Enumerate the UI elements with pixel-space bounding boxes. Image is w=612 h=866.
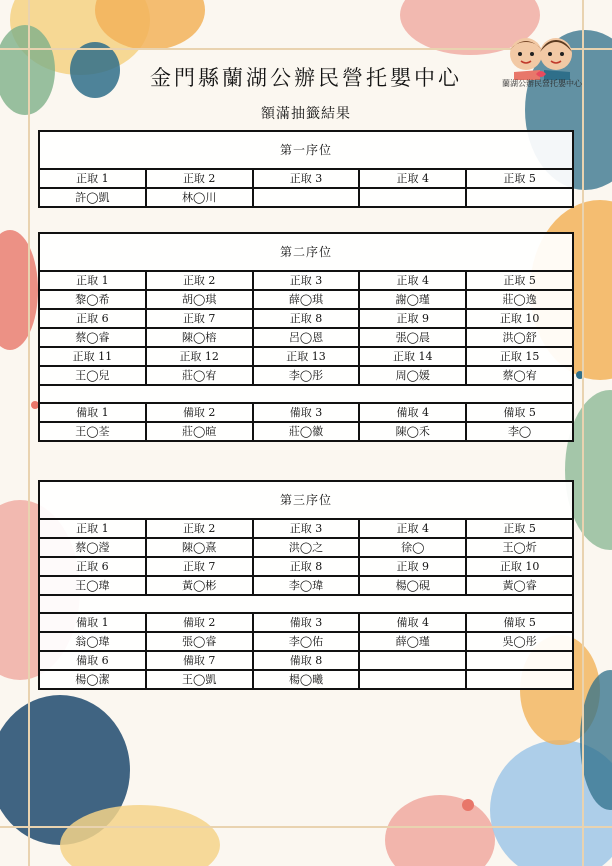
table-cell: 李◯瑋 bbox=[253, 576, 360, 595]
table-cell: 正取 15 bbox=[466, 347, 573, 366]
table-row bbox=[39, 403, 573, 422]
table-cell bbox=[466, 670, 573, 689]
table-cell bbox=[359, 188, 466, 207]
table-cell: 正取 7 bbox=[146, 557, 253, 576]
results-table-priority-2 bbox=[38, 232, 574, 442]
table-cell: 正取 11 bbox=[39, 347, 146, 366]
table-cell: 備取 1 bbox=[39, 403, 146, 422]
table-cell: 備取 3 bbox=[253, 403, 360, 422]
table-title: 第三序位 bbox=[39, 481, 573, 519]
table-spacer-row bbox=[39, 595, 573, 613]
frame-line-bottom bbox=[0, 826, 612, 828]
frame-line-right bbox=[582, 0, 584, 866]
table-cell: 正取 9 bbox=[359, 309, 466, 328]
table-cell: 楊◯硯 bbox=[359, 576, 466, 595]
table-cell: 蔡◯睿 bbox=[39, 328, 146, 347]
table-row bbox=[39, 309, 573, 328]
table-cell: 正取 2 bbox=[146, 169, 253, 188]
logo-caption: 蘭湖公辦民營托嬰中心 bbox=[502, 79, 582, 88]
table-cell: 正取 3 bbox=[253, 519, 360, 538]
table-cell: 正取 4 bbox=[359, 519, 466, 538]
table-cell: 徐◯ bbox=[359, 538, 466, 557]
table-cell: 正取 3 bbox=[253, 271, 360, 290]
table-cell: 王◯瑋 bbox=[39, 576, 146, 595]
table-cell: 正取 3 bbox=[253, 169, 360, 188]
table-cell bbox=[466, 188, 573, 207]
table-cell: 張◯睿 bbox=[146, 632, 253, 651]
table-cell: 正取 1 bbox=[39, 271, 146, 290]
table-cell: 備取 6 bbox=[39, 651, 146, 670]
table-cell: 正取 8 bbox=[253, 309, 360, 328]
table-cell: 備取 5 bbox=[466, 613, 573, 632]
table-row bbox=[39, 271, 573, 290]
table-row bbox=[39, 366, 573, 385]
results-table-priority-3 bbox=[38, 480, 574, 690]
petal-bottom-pink bbox=[385, 795, 495, 866]
table-cell: 李◯佑 bbox=[253, 632, 360, 651]
results-table-priority-1 bbox=[38, 130, 574, 208]
table-cell: 備取 7 bbox=[146, 651, 253, 670]
table-cell: 正取 2 bbox=[146, 519, 253, 538]
table-cell: 黃◯睿 bbox=[466, 576, 573, 595]
table-cell: 正取 7 bbox=[146, 309, 253, 328]
table-cell: 李◯彤 bbox=[253, 366, 360, 385]
table-cell: 洪◯舒 bbox=[466, 328, 573, 347]
table-cell: 楊◯曦 bbox=[253, 670, 360, 689]
table-row bbox=[39, 670, 573, 689]
table-cell: 正取 10 bbox=[466, 557, 573, 576]
table-cell: 莊◯宥 bbox=[146, 366, 253, 385]
table-cell: 吳◯彤 bbox=[466, 632, 573, 651]
table-cell: 正取 4 bbox=[359, 169, 466, 188]
table-title: 第一序位 bbox=[39, 131, 573, 169]
table-cell: 薛◯瑾 bbox=[359, 632, 466, 651]
table-cell: 備取 4 bbox=[359, 403, 466, 422]
table-row bbox=[39, 328, 573, 347]
table-cell: 正取 1 bbox=[39, 169, 146, 188]
table-header-row bbox=[39, 131, 573, 169]
table-row bbox=[39, 422, 573, 441]
table-cell: 備取 4 bbox=[359, 613, 466, 632]
table-cell: 正取 10 bbox=[466, 309, 573, 328]
table-cell: 備取 8 bbox=[253, 651, 360, 670]
table-spacer-row bbox=[39, 385, 573, 403]
table-cell: 正取 5 bbox=[466, 271, 573, 290]
table-header-row bbox=[39, 481, 573, 519]
table-row bbox=[39, 557, 573, 576]
table-cell: 正取 2 bbox=[146, 271, 253, 290]
table-cell: 正取 13 bbox=[253, 347, 360, 366]
table-cell: 黃◯彬 bbox=[146, 576, 253, 595]
table-cell: 備取 5 bbox=[466, 403, 573, 422]
table-cell: 呂◯恩 bbox=[253, 328, 360, 347]
table-row bbox=[39, 169, 573, 188]
table-cell: 備取 3 bbox=[253, 613, 360, 632]
table-cell: 陳◯榕 bbox=[146, 328, 253, 347]
table-cell: 正取 5 bbox=[466, 169, 573, 188]
table-cell: 正取 1 bbox=[39, 519, 146, 538]
table-cell: 薛◯琪 bbox=[253, 290, 360, 309]
table-cell: 正取 9 bbox=[359, 557, 466, 576]
table-cell: 張◯晨 bbox=[359, 328, 466, 347]
table-cell: 正取 4 bbox=[359, 271, 466, 290]
table-cell: 王◯荃 bbox=[39, 422, 146, 441]
table-cell: 陳◯熹 bbox=[146, 538, 253, 557]
table-row bbox=[39, 538, 573, 557]
table-cell: 翁◯瑋 bbox=[39, 632, 146, 651]
table-cell: 備取 1 bbox=[39, 613, 146, 632]
spacer-cell bbox=[39, 595, 573, 613]
table-cell: 許◯凱 bbox=[39, 188, 146, 207]
petal-left-coral bbox=[0, 230, 38, 350]
table-cell: 周◯媛 bbox=[359, 366, 466, 385]
table-cell bbox=[253, 188, 360, 207]
table-row bbox=[39, 519, 573, 538]
table-cell: 黎◯希 bbox=[39, 290, 146, 309]
dot-coral bbox=[462, 799, 474, 811]
table-cell: 正取 12 bbox=[146, 347, 253, 366]
table-row bbox=[39, 188, 573, 207]
table-cell: 謝◯瑾 bbox=[359, 290, 466, 309]
table-cell: 蔡◯瀅 bbox=[39, 538, 146, 557]
table-row bbox=[39, 290, 573, 309]
table-row bbox=[39, 613, 573, 632]
table-cell: 正取 6 bbox=[39, 557, 146, 576]
table-title: 第二序位 bbox=[39, 233, 573, 271]
table-cell: 胡◯琪 bbox=[146, 290, 253, 309]
table-cell bbox=[359, 670, 466, 689]
table-cell: 正取 5 bbox=[466, 519, 573, 538]
table-cell: 楊◯潔 bbox=[39, 670, 146, 689]
table-cell: 林◯川 bbox=[146, 188, 253, 207]
page-title: 金門縣蘭湖公辦民營托嬰中心 bbox=[150, 66, 462, 90]
page-subtitle: 額滿抽籤結果 bbox=[261, 106, 351, 122]
table-cell: 正取 8 bbox=[253, 557, 360, 576]
table-row bbox=[39, 651, 573, 670]
spacer-cell bbox=[39, 385, 573, 403]
table-cell: 王◯兒 bbox=[39, 366, 146, 385]
table-cell: 備取 2 bbox=[146, 613, 253, 632]
table-cell: 備取 2 bbox=[146, 403, 253, 422]
table-cell: 正取 6 bbox=[39, 309, 146, 328]
table-row bbox=[39, 576, 573, 595]
table-cell: 莊◯徽 bbox=[253, 422, 360, 441]
table-cell: 正取 14 bbox=[359, 347, 466, 366]
table-cell: 莊◯暄 bbox=[146, 422, 253, 441]
table-row bbox=[39, 632, 573, 651]
table-cell bbox=[359, 651, 466, 670]
table-header-row bbox=[39, 233, 573, 271]
table-cell: 陳◯禾 bbox=[359, 422, 466, 441]
table-cell: 莊◯逸 bbox=[466, 290, 573, 309]
table-cell: 李◯ bbox=[466, 422, 573, 441]
table-cell bbox=[466, 651, 573, 670]
table-cell: 王◯炘 bbox=[466, 538, 573, 557]
table-cell: 洪◯之 bbox=[253, 538, 360, 557]
frame-line-left bbox=[28, 0, 30, 866]
table-cell: 王◯凱 bbox=[146, 670, 253, 689]
table-cell: 蔡◯宥 bbox=[466, 366, 573, 385]
table-row bbox=[39, 347, 573, 366]
